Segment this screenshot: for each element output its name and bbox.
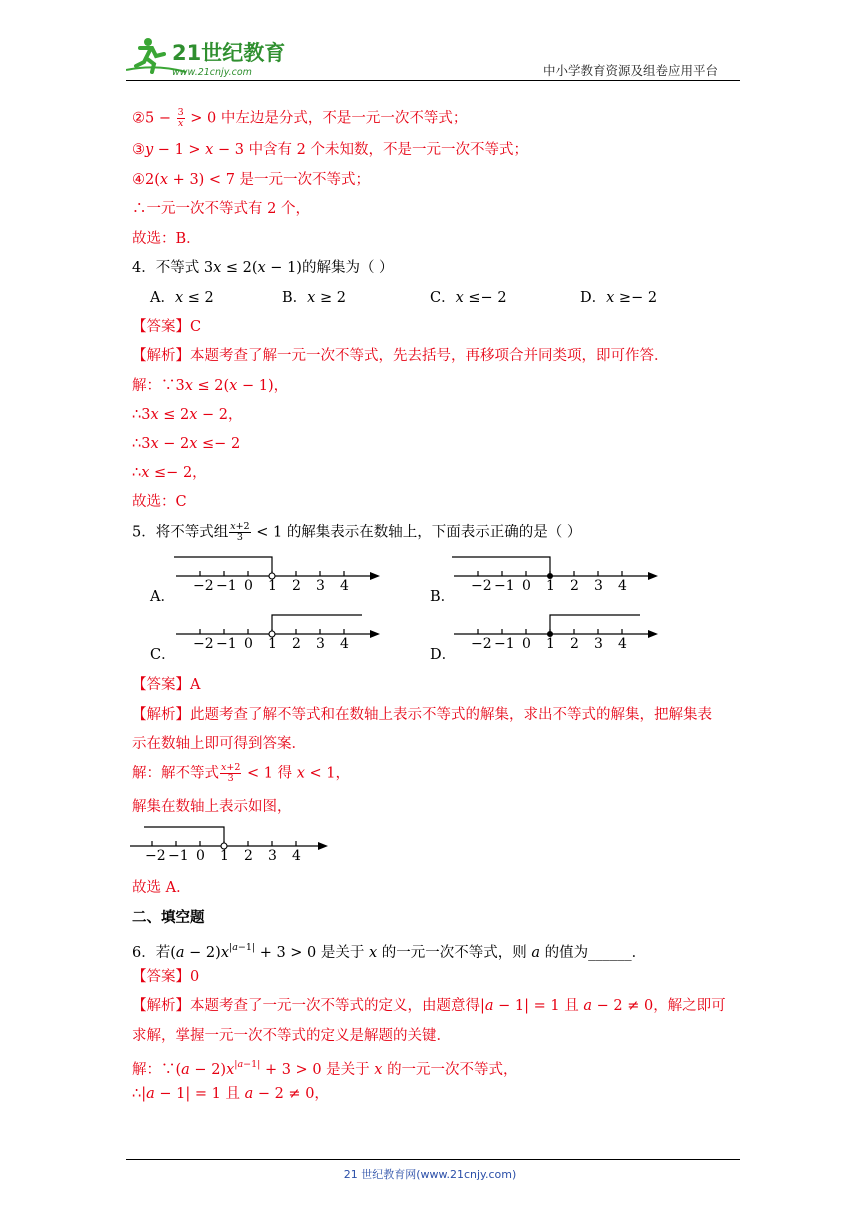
question-4: 4．不等式 3x ≤ 2(x − 1)的解集为（ ） xyxy=(132,260,394,276)
q4-option-c: C．x ≤− 2 xyxy=(430,290,507,306)
question-5: 5．将不等式组 $\frac{x+2}{3}$ < 1 的解集表示在数轴上，下面表示正确的是（ ） xyxy=(132,521,582,543)
item-4-line: ④2(x + 3) < 7 是一元一次不等式； xyxy=(132,172,371,188)
q4-answer: 【答案】C xyxy=(132,319,202,335)
q5-choice: 故选 A． xyxy=(132,880,191,896)
q5-option-b-label: B． xyxy=(430,589,456,605)
svg-text:21世纪教育: 21世纪教育 xyxy=(172,41,286,65)
q5-analysis-2: 示在数轴上即可得到答案． xyxy=(132,736,306,752)
svg-text:www.21cnjy.com: www.21cnjy.com xyxy=(172,67,252,78)
q6-analysis-1: 【解析】本题考查了一元一次不等式的定义，由题意得|a − 1| = 1 且 a − 2 ≠ 0，解之即可 xyxy=(132,998,726,1014)
q5-answer: 【答案】A xyxy=(132,677,201,693)
q6-solution-1: 解：∵(a − $2)x^{|a-1|} + 3 > 0$ 是关于 x 的一元一次不等式， xyxy=(132,1059,518,1078)
header-platform-title: 中小学教育资源及组卷应用平台 xyxy=(542,63,718,78)
footer-text: 21 世纪教育网(www.21cnjy.com) xyxy=(343,1168,517,1181)
q5-solution-1: 解：解不等式 $\frac{x+2}{3}$ < 1 得 x < 1， xyxy=(132,762,350,784)
count-line: ∴一元一次不等式有 2 个， xyxy=(132,201,310,217)
q4-analysis: 【解析】本题考查了解一元一次不等式，先去括号，再移项合并同类项，即可作答． xyxy=(132,348,669,364)
section-2-heading: 二、填空题 xyxy=(132,910,205,926)
header-rule xyxy=(126,80,740,81)
q4-solution-1: 解：∵3x ≤ 2(x − 1)， xyxy=(132,378,289,394)
q4-option-d: D．x ≥− 2 xyxy=(580,290,658,306)
q5-option-a-label: A． xyxy=(150,589,175,605)
q6-analysis-2: 求解，掌握一元一次不等式的定义是解题的关键． xyxy=(132,1028,451,1044)
q5-option-c-label: C． xyxy=(150,647,176,663)
q4-solution-2: ∴3x ≤ 2x − 2， xyxy=(132,407,243,423)
q4-solution-3: ∴3x − 2x ≤− 2 xyxy=(132,436,241,452)
q4-solution-4: ∴x ≤− 2， xyxy=(132,465,207,481)
q6-solution-2: ∴|a − 1| = 1 且 a − 2 ≠ 0， xyxy=(132,1086,329,1102)
item-3-line: ③y − 1 > x − 3 中含有 2 个未知数，不是一元一次不等式； xyxy=(132,142,529,158)
q6-answer: 【答案】0 xyxy=(132,969,200,985)
item-2-line: ②5 − $\frac{3}{x}$ > 0 中左边是分式，不是一元一次不等式； xyxy=(132,107,468,129)
logo-21cnjy xyxy=(126,34,288,78)
q4-option-b: B．x ≥ 2 xyxy=(282,290,346,306)
q5-solution-2: 解集在数轴上表示如图， xyxy=(132,799,292,815)
choice-line: 故选：B． xyxy=(132,231,201,247)
q5-option-d-label: D． xyxy=(430,647,457,663)
footer-rule xyxy=(126,1159,740,1160)
question-6: 6．若$(a - 2)x^{|a-1|} + 3 > 0$ 是关于 x 的一元一次不等式，则 a 的值为______． xyxy=(132,942,647,961)
q4-choice: 故选：C xyxy=(132,494,187,510)
q5-analysis-1: 【解析】此题考查了解不等式和在数轴上表示不等式的解集，求出不等式的解集，把解集表 xyxy=(132,707,712,723)
q4-option-a: A．x ≤ 2 xyxy=(150,290,214,306)
page-header xyxy=(0,0,860,86)
